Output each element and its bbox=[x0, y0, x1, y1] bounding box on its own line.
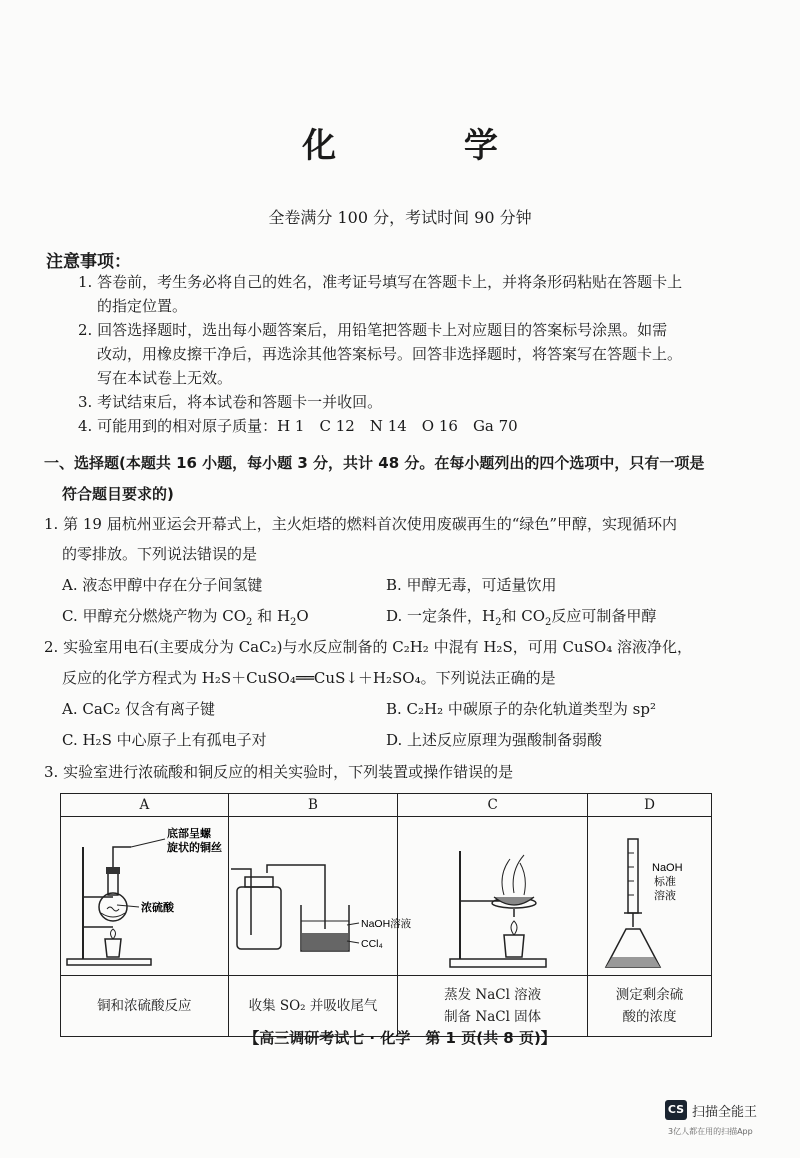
caption-c: 蒸发 NaCl 溶液 制备 NaCl 固体 bbox=[398, 976, 588, 1037]
figure-b bbox=[228, 817, 411, 976]
q3-stem: 3. 实验室进行浓硫酸和铜反应的相关实验时，下列装置或操作错误的是 bbox=[44, 763, 514, 781]
section-heading-cont: 符合题目要求的) bbox=[62, 485, 174, 503]
label-naoh: NaOH bbox=[651, 862, 683, 874]
caption-d: 测定剩余硫 酸的浓度 bbox=[587, 976, 711, 1037]
q1-option-a: A. 液态甲醇中存在分子间氢键 bbox=[62, 576, 263, 594]
label-copper-wire-2: 旋状的铜丝 bbox=[167, 842, 222, 854]
col-header-b: B bbox=[228, 794, 398, 817]
notice-line: 3. 考试结束后，将本试卷和答题卡一并收回。 bbox=[78, 393, 383, 411]
score-line: 全卷满分 100 分，考试时间 90 分钟 bbox=[268, 208, 532, 227]
figure-a bbox=[61, 817, 229, 976]
section-heading: 一、选择题(本题共 16 小题，每小题 3 分，共计 48 分。在每小题列出的四个选项中，只有一项是 bbox=[44, 454, 705, 472]
camscanner-logo-icon: CS bbox=[665, 1100, 687, 1120]
q1-stem: 1. 第 19 届杭州亚运会开幕式上，主火炬塔的燃料首次使用废碳再生的“绿色”甲醇，实现循环内 bbox=[44, 515, 678, 533]
notice-line: 改动，用橡皮擦干净后，再选涂其他答案标号。回答非选择题时，将答案写在答题卡上。 bbox=[97, 345, 683, 363]
camscanner-tagline: 3亿人都在用的扫描App bbox=[668, 1127, 753, 1136]
q1-option-b: B. 甲醇无毒，可适量饮用 bbox=[386, 576, 557, 594]
q1-option-d: D. 一定条件，$H_2$和 $CO_2$反应可制备甲醇 bbox=[386, 607, 657, 628]
caption-b: 收集 SO₂ 并吸收尾气 bbox=[228, 976, 398, 1037]
label-standard: 标准 bbox=[653, 876, 676, 888]
label-ccl4: CCl₄ bbox=[360, 938, 383, 950]
gas-washing-icon bbox=[229, 817, 411, 975]
q1-option-c: C. 甲醇充分燃烧产物为 $CO_2$ 和 $H_2O$ bbox=[62, 607, 309, 628]
notice-line: 1. 答卷前，考生务必将自己的姓名，准考证号填写在答题卡上，并将条形码粘贴在答题卡上 bbox=[78, 273, 683, 291]
col-header-c: C bbox=[398, 794, 588, 817]
label-copper-wire: 底部呈螺 bbox=[167, 828, 211, 840]
col-header-a: A bbox=[61, 794, 229, 817]
q2-option-a: A. CaC₂ 仅含有离子键 bbox=[62, 700, 216, 718]
col-header-d: D bbox=[587, 794, 711, 817]
apparatus-table bbox=[60, 793, 712, 1037]
figure-d bbox=[587, 817, 711, 976]
q2-option-d: D. 上述反应原理为强酸制备弱酸 bbox=[386, 731, 603, 749]
notice-line: 的指定位置。 bbox=[97, 297, 188, 315]
notice-line: 2. 回答选择题时，选出每小题答案后，用铅笔把答题卡上对应题目的答案标号涂黑。如需 bbox=[78, 321, 668, 339]
figure-c bbox=[398, 817, 588, 976]
page-title: 化 学 bbox=[302, 126, 556, 166]
camscanner-name: 扫描全能王 bbox=[692, 1105, 758, 1120]
q2-option-c: C. H₂S 中心原子上有孤电子对 bbox=[62, 731, 267, 749]
q1-stem-cont: 的零排放。下列说法错误的是 bbox=[62, 545, 258, 563]
q2-stem: 2. 实验室用电石(主要成分为 CaC₂)与水反应制备的 C₂H₂ 中混有 H₂S，可用 CuSO₄ 溶液净化， bbox=[44, 638, 692, 656]
notice-heading: 注意事项： bbox=[46, 252, 131, 272]
notice-line: 4. 可能用到的相对原子质量：H 1 C 12 N 14 O 16 Ga 70 bbox=[78, 417, 518, 435]
flask-apparatus-icon bbox=[61, 817, 229, 975]
label-naoh-solution: NaOH溶液 bbox=[360, 918, 411, 930]
q2-option-b: B. C₂H₂ 中碳原子的杂化轨道类型为 sp² bbox=[386, 700, 656, 718]
label-solution: 溶液 bbox=[653, 890, 676, 902]
evaporating-dish-icon bbox=[398, 817, 588, 975]
page-footer: 【高三调研考试七 · 化学 第 1 页(共 8 页)】 bbox=[244, 1029, 556, 1047]
burette-icon bbox=[588, 817, 712, 975]
q2-stem-cont: 反应的化学方程式为 H₂S＋CuSO₄══CuS↓＋H₂SO₄。下列说法正确的是 bbox=[62, 669, 556, 687]
notice-line: 写在本试卷上无效。 bbox=[97, 369, 233, 387]
caption-a: 铜和浓硫酸反应 bbox=[61, 976, 229, 1037]
label-conc-acid: 浓硫酸 bbox=[141, 902, 174, 914]
